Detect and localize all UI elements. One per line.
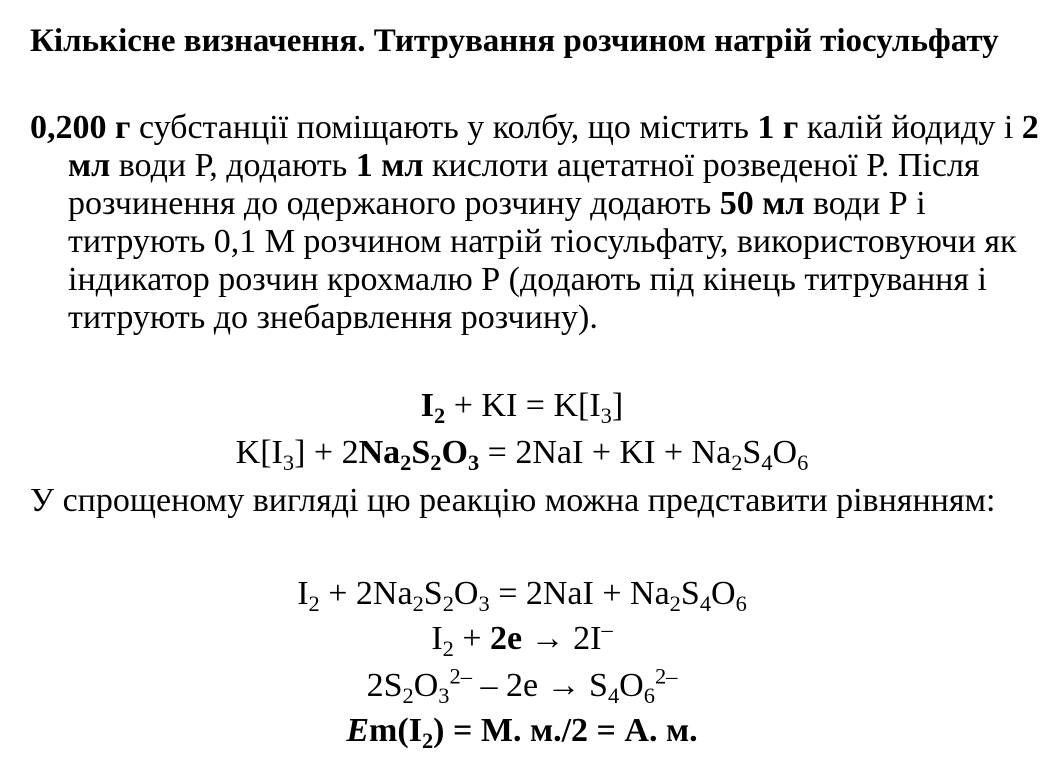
ki-mass: 1 г <box>757 109 799 146</box>
sample-mass: 0,200 г <box>30 109 131 146</box>
acid-volume: 1 мл <box>355 147 424 184</box>
simplified-paragraph <box>30 482 1048 520</box>
simplified-text: У спрощеному вигляді цю реакцію можна представити рівнянням: <box>30 482 996 519</box>
equation-5: $2S_2O_3^{2-} - 2e \to S_4O_6^{2-}$ <box>366 663 678 709</box>
equation-3: $I_2 + 2Na_2S_2O_3 = 2NaI + Na_2S_4O_6$ <box>297 575 747 617</box>
equivalent-mass-formula: $Em(I_2) = М$. м./2 = А. м. <box>346 712 698 754</box>
procedure-paragraph <box>30 109 1048 337</box>
water-volume: 2 мл <box>68 109 1039 184</box>
title-text: Кількісне визначення. Титрування розчином натрій тіосульфату <box>30 23 999 59</box>
equation-2: $K[I_3] + 2Na_2S_2O_3 = 2NaI$ + KI + $Na_2S_4O_6$ <box>235 434 809 476</box>
eq2-thiosulfate: $Na_2S_2O_3$ <box>358 434 480 476</box>
procedure-text-4: кислоти ацетатної розведеної Р. Після розчинення до одержаного розчину додають <box>68 147 980 222</box>
equation-4: $I_2 + 2e \to 2I^-$ <box>431 616 613 662</box>
eq4-electrons: 2e <box>490 620 523 657</box>
slide-title <box>30 22 1048 60</box>
procedure-text-5: води Р і титрують 0,1 М розчином натрій тіосульфату, використовуючи як індикатор розчин крохмалю Р (додають під кінець титрування і титрують до знебарвлення розчину). <box>68 185 1017 336</box>
water2-volume: 50 мл <box>719 185 805 222</box>
procedure-text-2: калій йодиду і <box>798 109 1022 146</box>
eq1-iodine: $I_2$ <box>420 387 446 429</box>
procedure-text-3: води Р, додають <box>110 147 356 184</box>
equation-1: $I_2$ + KI = $K[I_3]$ <box>420 387 624 429</box>
procedure-text-1: субстанції поміщають у колбу, що містить <box>130 109 758 146</box>
